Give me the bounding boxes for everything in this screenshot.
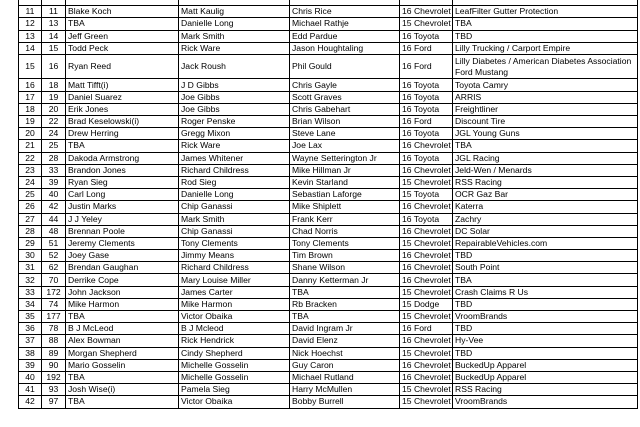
table-row	[19, 54, 638, 79]
car-number-cell: 48	[42, 225, 66, 237]
table-row	[19, 323, 638, 335]
crew-chief-cell: Jason Houghtaling	[290, 42, 400, 54]
driver-cell: Ryan Sieg	[66, 176, 179, 188]
owner-cell: Rod Sieg	[179, 176, 290, 188]
position-cell: 34	[19, 298, 42, 310]
entry-list-table	[18, 0, 638, 409]
crew-chief-cell: Chris Rice	[290, 6, 400, 18]
make-cell: 15 Chevrolet	[400, 384, 453, 396]
sponsor-cell: TBD	[453, 347, 638, 359]
driver-cell: B J McLeod	[66, 323, 179, 335]
make-cell: 15 Toyota	[400, 189, 453, 201]
position-cell: 33	[19, 286, 42, 298]
sponsor-cell: TBA	[453, 274, 638, 286]
position-cell: 15	[19, 54, 42, 79]
table-row	[19, 384, 638, 396]
table-row	[19, 103, 638, 115]
position-cell: 21	[19, 140, 42, 152]
crew-chief-cell: Wayne Setterington Jr	[290, 152, 400, 164]
crew-chief-cell: Michael Rutland	[290, 371, 400, 383]
table-row	[19, 335, 638, 347]
sponsor-cell: Zachry	[453, 213, 638, 225]
owner-cell: Rick Hendrick	[179, 335, 290, 347]
car-number-cell: 97	[42, 396, 66, 408]
sponsor-cell: ARRIS	[453, 91, 638, 103]
make-cell: 16 Chevrolet	[400, 201, 453, 213]
crew-chief-cell: TBA	[290, 286, 400, 298]
car-number-cell: 70	[42, 274, 66, 286]
position-cell: 22	[19, 152, 42, 164]
driver-cell: Ryan Reed	[66, 54, 179, 79]
driver-cell: Brendan Gaughan	[66, 262, 179, 274]
entry-list-body	[19, 0, 638, 408]
make-cell: 16 Toyota	[400, 213, 453, 225]
make-cell: 16 Chevrolet	[400, 225, 453, 237]
make-cell: 16 Chevrolet	[400, 371, 453, 383]
sponsor-cell: Lilly Trucking / Carport Empire	[453, 42, 638, 54]
make-cell: 16 Toyota	[400, 152, 453, 164]
owner-cell: Matt Kaulig	[179, 6, 290, 18]
owner-cell: Pamela Sieg	[179, 384, 290, 396]
driver-cell: TBA	[66, 396, 179, 408]
position-cell: 16	[19, 79, 42, 91]
car-number-cell: 33	[42, 164, 66, 176]
position-cell: 31	[19, 262, 42, 274]
make-cell: 16 Toyota	[400, 91, 453, 103]
crew-chief-cell: Chris Gayle	[290, 79, 400, 91]
position-cell: 18	[19, 103, 42, 115]
car-number-cell: 51	[42, 237, 66, 249]
owner-cell: Rick Ware	[179, 140, 290, 152]
car-number-cell: 52	[42, 250, 66, 262]
crew-chief-cell: David Elenz	[290, 335, 400, 347]
crew-chief-cell: Phil Gould	[290, 54, 400, 79]
owner-cell: James Whitener	[179, 152, 290, 164]
position-cell: 17	[19, 91, 42, 103]
table-row	[19, 359, 638, 371]
car-number-cell: 177	[42, 311, 66, 323]
driver-cell: Morgan Shepherd	[66, 347, 179, 359]
make-cell: 16 Chevrolet	[400, 164, 453, 176]
table-row	[19, 201, 638, 213]
make-cell: 15 Chevrolet	[400, 18, 453, 30]
sponsor-cell: RSS Racing	[453, 384, 638, 396]
owner-cell: Roger Penske	[179, 116, 290, 128]
car-number-cell: 89	[42, 347, 66, 359]
driver-cell: J J Yeley	[66, 213, 179, 225]
car-number-cell: 88	[42, 335, 66, 347]
make-cell: 16 Toyota	[400, 79, 453, 91]
car-number-cell: 78	[42, 323, 66, 335]
sponsor-cell: RepairableVehicles.com	[453, 237, 638, 249]
car-number-cell: 25	[42, 140, 66, 152]
crew-chief-cell: Tony Clements	[290, 237, 400, 249]
owner-cell: Victor Obaika	[179, 396, 290, 408]
sponsor-cell: TBD	[453, 250, 638, 262]
owner-cell: Chip Ganassi	[179, 201, 290, 213]
make-cell: 16 Toyota	[400, 128, 453, 140]
driver-cell: Brad Keselowski(i)	[66, 116, 179, 128]
make-cell: 15 Chevrolet	[400, 396, 453, 408]
car-number-cell: 18	[42, 79, 66, 91]
position-cell: 32	[19, 274, 42, 286]
sponsor-cell: VroomBrands	[453, 311, 638, 323]
owner-cell: James Carter	[179, 286, 290, 298]
sponsor-cell: TBA	[453, 18, 638, 30]
crew-chief-cell: Danny Ketterman Jr	[290, 274, 400, 286]
driver-cell: Blake Koch	[66, 6, 179, 18]
driver-cell: Derrike Cope	[66, 274, 179, 286]
sponsor-cell: Jeld-Wen / Menards	[453, 164, 638, 176]
owner-cell: Michelle Gosselin	[179, 359, 290, 371]
sponsor-cell: LeafFilter Gutter Protection	[453, 6, 638, 18]
crew-chief-cell: Mike Shiplett	[290, 201, 400, 213]
crew-chief-cell: Chad Norris	[290, 225, 400, 237]
owner-cell: Mark Smith	[179, 30, 290, 42]
position-cell: 12	[19, 18, 42, 30]
sponsor-cell: TBD	[453, 30, 638, 42]
crew-chief-cell: Chris Gabehart	[290, 103, 400, 115]
table-row	[19, 189, 638, 201]
car-number-cell: 42	[42, 201, 66, 213]
table-row	[19, 225, 638, 237]
driver-cell: Josh Wise(i)	[66, 384, 179, 396]
car-number-cell: 40	[42, 189, 66, 201]
driver-cell: Erik Jones	[66, 103, 179, 115]
owner-cell: B J Mcleod	[179, 323, 290, 335]
table-row	[19, 91, 638, 103]
owner-cell: Rick Ware	[179, 42, 290, 54]
sponsor-cell: DC Solar	[453, 225, 638, 237]
driver-cell: TBA	[66, 371, 179, 383]
table-row	[19, 30, 638, 42]
position-cell: 42	[19, 396, 42, 408]
car-number-cell: 20	[42, 103, 66, 115]
make-cell: 15 Dodge	[400, 298, 453, 310]
driver-cell: Mike Harmon	[66, 298, 179, 310]
car-number-cell: 172	[42, 286, 66, 298]
sponsor-cell: BuckedUp Apparel	[453, 359, 638, 371]
make-cell: 15 Chevrolet	[400, 286, 453, 298]
position-cell: 20	[19, 128, 42, 140]
owner-cell: Gregg Mixon	[179, 128, 290, 140]
owner-cell: Tony Clements	[179, 237, 290, 249]
table-row	[19, 371, 638, 383]
owner-cell: Chip Ganassi	[179, 225, 290, 237]
sponsor-cell: BuckedUp Apparel	[453, 371, 638, 383]
sponsor-cell: South Point	[453, 262, 638, 274]
make-cell: 16 Toyota	[400, 103, 453, 115]
make-cell: 15 Chevrolet	[400, 176, 453, 188]
position-cell: 25	[19, 189, 42, 201]
make-cell: 16 Ford	[400, 42, 453, 54]
sponsor-cell: Hy-Vee	[453, 335, 638, 347]
make-cell: 16 Chevrolet	[400, 335, 453, 347]
position-cell: 39	[19, 359, 42, 371]
car-number-cell: 16	[42, 54, 66, 79]
crew-chief-cell: Guy Caron	[290, 359, 400, 371]
sponsor-cell: Katerra	[453, 201, 638, 213]
car-number-cell: 74	[42, 298, 66, 310]
table-row	[19, 140, 638, 152]
sponsor-cell: Discount Tire	[453, 116, 638, 128]
position-cell: 28	[19, 225, 42, 237]
driver-cell: Matt Tifft(i)	[66, 79, 179, 91]
car-number-cell: 11	[42, 6, 66, 18]
position-cell: 30	[19, 250, 42, 262]
position-cell: 14	[19, 42, 42, 54]
driver-cell: Carl Long	[66, 189, 179, 201]
car-number-cell: 39	[42, 176, 66, 188]
sponsor-cell: JGL Young Guns	[453, 128, 638, 140]
owner-cell: Jack Roush	[179, 54, 290, 79]
car-number-cell: 28	[42, 152, 66, 164]
sponsor-cell: Freightliner	[453, 103, 638, 115]
crew-chief-cell: David Ingram Jr	[290, 323, 400, 335]
driver-cell: Drew Herring	[66, 128, 179, 140]
crew-chief-cell: Steve Lane	[290, 128, 400, 140]
owner-cell: Mary Louise Miller	[179, 274, 290, 286]
sponsor-cell: Crash Claims R Us	[453, 286, 638, 298]
car-number-cell: 24	[42, 128, 66, 140]
driver-cell: Jeff Green	[66, 30, 179, 42]
table-row	[19, 18, 638, 30]
crew-chief-cell: Shane Wilson	[290, 262, 400, 274]
position-cell: 36	[19, 323, 42, 335]
table-row	[19, 79, 638, 91]
table-row	[19, 237, 638, 249]
table-row	[19, 164, 638, 176]
owner-cell: Michelle Gosselin	[179, 371, 290, 383]
sponsor-cell: JGL Racing	[453, 152, 638, 164]
position-cell: 27	[19, 213, 42, 225]
make-cell: 16 Ford	[400, 54, 453, 79]
crew-chief-cell: Scott Graves	[290, 91, 400, 103]
position-cell: 11	[19, 6, 42, 18]
crew-chief-cell: Tim Brown	[290, 250, 400, 262]
table-row	[19, 347, 638, 359]
sponsor-cell: Toyota Camry	[453, 79, 638, 91]
table-row	[19, 116, 638, 128]
make-cell: 16 Chevrolet	[400, 274, 453, 286]
sponsor-cell: OCR Gaz Bar	[453, 189, 638, 201]
position-cell: 41	[19, 384, 42, 396]
driver-cell: Brandon Jones	[66, 164, 179, 176]
make-cell: 16 Ford	[400, 323, 453, 335]
crew-chief-cell: Mike Hillman Jr	[290, 164, 400, 176]
owner-cell: Richard Childress	[179, 164, 290, 176]
driver-cell: TBA	[66, 311, 179, 323]
owner-cell: Danielle Long	[179, 18, 290, 30]
car-number-cell: 44	[42, 213, 66, 225]
crew-chief-cell: Nick Hoechst	[290, 347, 400, 359]
driver-cell: TBA	[66, 140, 179, 152]
position-cell: 29	[19, 237, 42, 249]
owner-cell: Jimmy Means	[179, 250, 290, 262]
sponsor-cell: TBD	[453, 323, 638, 335]
driver-cell: Dakoda Armstrong	[66, 152, 179, 164]
driver-cell: Justin Marks	[66, 201, 179, 213]
position-cell: 37	[19, 335, 42, 347]
make-cell: 16 Toyota	[400, 30, 453, 42]
crew-chief-cell: Michael Rathje	[290, 18, 400, 30]
crew-chief-cell: Sebastian Laforge	[290, 189, 400, 201]
make-cell: 16 Chevrolet	[400, 262, 453, 274]
sponsor-cell: RSS Racing	[453, 176, 638, 188]
table-row	[19, 298, 638, 310]
table-row	[19, 250, 638, 262]
driver-cell: Alex Bowman	[66, 335, 179, 347]
owner-cell: Danielle Long	[179, 189, 290, 201]
table-row	[19, 286, 638, 298]
car-number-cell: 22	[42, 116, 66, 128]
car-number-cell: 19	[42, 91, 66, 103]
sponsor-cell: Lilly Diabetes / American Diabetes Association Ford Mustang	[453, 54, 638, 79]
position-cell: 38	[19, 347, 42, 359]
make-cell: 16 Chevrolet	[400, 6, 453, 18]
driver-cell: Joey Gase	[66, 250, 179, 262]
position-cell: 19	[19, 116, 42, 128]
table-row	[19, 128, 638, 140]
crew-chief-cell: Edd Pardue	[290, 30, 400, 42]
car-number-cell: 192	[42, 371, 66, 383]
table-row	[19, 311, 638, 323]
owner-cell: Joe Gibbs	[179, 103, 290, 115]
driver-cell: Todd Peck	[66, 42, 179, 54]
position-cell: 26	[19, 201, 42, 213]
table-row	[19, 274, 638, 286]
crew-chief-cell: Frank Kerr	[290, 213, 400, 225]
table-row	[19, 42, 638, 54]
driver-cell: Mario Gosselin	[66, 359, 179, 371]
position-cell: 40	[19, 371, 42, 383]
make-cell: 15 Chevrolet	[400, 237, 453, 249]
owner-cell: Victor Obaika	[179, 311, 290, 323]
crew-chief-cell: TBA	[290, 311, 400, 323]
make-cell: 15 Chevrolet	[400, 311, 453, 323]
owner-cell: Mike Harmon	[179, 298, 290, 310]
crew-chief-cell: Kevin Starland	[290, 176, 400, 188]
table-row	[19, 176, 638, 188]
car-number-cell: 15	[42, 42, 66, 54]
table-row	[19, 262, 638, 274]
table-row	[19, 213, 638, 225]
make-cell: 16 Chevrolet	[400, 140, 453, 152]
crew-chief-cell: Harry McMullen	[290, 384, 400, 396]
car-number-cell: 14	[42, 30, 66, 42]
position-cell: 35	[19, 311, 42, 323]
driver-cell: Jeremy Clements	[66, 237, 179, 249]
sponsor-cell: TBA	[453, 140, 638, 152]
crew-chief-cell: Bobby Burrell	[290, 396, 400, 408]
table-row	[19, 396, 638, 408]
crew-chief-cell: Brian Wilson	[290, 116, 400, 128]
owner-cell: Joe Gibbs	[179, 91, 290, 103]
driver-cell: John Jackson	[66, 286, 179, 298]
make-cell: 16 Chevrolet	[400, 250, 453, 262]
sponsor-cell: VroomBrands	[453, 396, 638, 408]
position-cell: 24	[19, 176, 42, 188]
owner-cell: Richard Childress	[179, 262, 290, 274]
car-number-cell: 93	[42, 384, 66, 396]
car-number-cell: 13	[42, 18, 66, 30]
driver-cell: Brennan Poole	[66, 225, 179, 237]
position-cell: 23	[19, 164, 42, 176]
owner-cell: Mark Smith	[179, 213, 290, 225]
car-number-cell: 62	[42, 262, 66, 274]
make-cell: 15 Chevrolet	[400, 347, 453, 359]
table-row	[19, 152, 638, 164]
car-number-cell: 90	[42, 359, 66, 371]
table-row	[19, 6, 638, 18]
make-cell: 16 Ford	[400, 116, 453, 128]
crew-chief-cell: Joe Lax	[290, 140, 400, 152]
crew-chief-cell: Rb Bracken	[290, 298, 400, 310]
owner-cell: J D Gibbs	[179, 79, 290, 91]
make-cell: 16 Chevrolet	[400, 359, 453, 371]
sponsor-cell: TBD	[453, 298, 638, 310]
position-cell: 13	[19, 30, 42, 42]
driver-cell: Daniel Suarez	[66, 91, 179, 103]
owner-cell: Cindy Shepherd	[179, 347, 290, 359]
driver-cell: TBA	[66, 18, 179, 30]
